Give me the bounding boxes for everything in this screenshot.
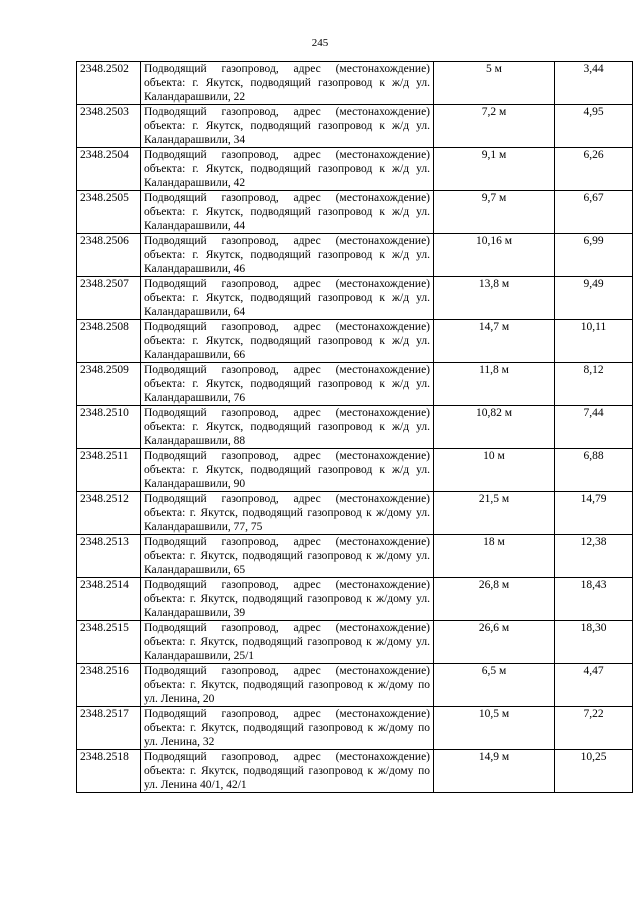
- object-code-cell: 2348.2506: [77, 234, 141, 277]
- object-description-cell: Подводящий газопровод, адрес (местонахождение) объекта: г. Якутск, подводящий газопровод к ж/д ул. Каландарашвили, 44: [141, 191, 434, 234]
- object-description-cell: Подводящий газопровод, адрес (местонахождение) объекта: г. Якутск, подводящий газопровод к ж/д ул. Каландарашвили, 88: [141, 406, 434, 449]
- table-row: [77, 535, 633, 578]
- object-length-cell: 10 м: [434, 449, 555, 492]
- object-value-cell: 14,79: [555, 492, 633, 535]
- object-description-cell: Подводящий газопровод, адрес (местонахождение) объекта: г. Якутск, подводящий газопровод к ж/дому ул. Каландарашвили, 39: [141, 578, 434, 621]
- object-length-cell: 7,2 м: [434, 105, 555, 148]
- object-length-cell: 26,8 м: [434, 578, 555, 621]
- object-value-cell: 6,88: [555, 449, 633, 492]
- object-code-cell: 2348.2512: [77, 492, 141, 535]
- object-description-cell: Подводящий газопровод, адрес (местонахождение) объекта: г. Якутск, подводящий газопровод к ж/д ул. Каландарашвили, 22: [141, 62, 434, 105]
- object-description-cell: Подводящий газопровод, адрес (местонахождение) объекта: г. Якутск, подводящий газопровод к ж/д ул. Каландарашвили, 46: [141, 234, 434, 277]
- registry-table-body: [77, 62, 633, 793]
- object-length-cell: 6,5 м: [434, 664, 555, 707]
- table-row: [77, 750, 633, 793]
- object-value-cell: 6,26: [555, 148, 633, 191]
- object-value-cell: 8,12: [555, 363, 633, 406]
- table-row: [77, 234, 633, 277]
- table-row: [77, 449, 633, 492]
- object-length-cell: 9,7 м: [434, 191, 555, 234]
- object-value-cell: 6,99: [555, 234, 633, 277]
- object-value-cell: 12,38: [555, 535, 633, 578]
- table-row: [77, 664, 633, 707]
- object-description-cell: Подводящий газопровод, адрес (местонахождение) объекта: г. Якутск, подводящий газопровод к ж/д ул. Каландарашвили, 42: [141, 148, 434, 191]
- object-code-cell: 2348.2514: [77, 578, 141, 621]
- object-description-cell: Подводящий газопровод, адрес (местонахождение) объекта: г. Якутск, подводящий газопровод к ж/дому ул. Каландарашвили, 65: [141, 535, 434, 578]
- object-code-cell: 2348.2518: [77, 750, 141, 793]
- table-row: [77, 363, 633, 406]
- table-row: [77, 492, 633, 535]
- page-number: 245: [311, 37, 329, 49]
- object-length-cell: 14,9 м: [434, 750, 555, 793]
- table-row: [77, 62, 633, 105]
- object-description-cell: Подводящий газопровод, адрес (местонахождение) объекта: г. Якутск, подводящий газопровод к ж/д ул. Каландарашвили, 76: [141, 363, 434, 406]
- registry-table: [76, 61, 633, 793]
- object-code-cell: 2348.2505: [77, 191, 141, 234]
- object-description-cell: Подводящий газопровод, адрес (местонахождение) объекта: г. Якутск, подводящий газопровод к ж/д ул. Каландарашвили, 34: [141, 105, 434, 148]
- object-length-cell: 26,6 м: [434, 621, 555, 664]
- table-row: [77, 707, 633, 750]
- object-length-cell: 9,1 м: [434, 148, 555, 191]
- object-description-cell: Подводящий газопровод, адрес (местонахождение) объекта: г. Якутск, подводящий газопровод к ж/д ул. Каландарашвили, 64: [141, 277, 434, 320]
- object-length-cell: 11,8 м: [434, 363, 555, 406]
- object-code-cell: 2348.2511: [77, 449, 141, 492]
- table-row: [77, 621, 633, 664]
- object-description-cell: Подводящий газопровод, адрес (местонахождение) объекта: г. Якутск, подводящий газопровод к ж/дому по ул. Ленина 40/1, 42/1: [141, 750, 434, 793]
- object-value-cell: 18,30: [555, 621, 633, 664]
- object-description-cell: Подводящий газопровод, адрес (местонахождение) объекта: г. Якутск, подводящий газопровод к ж/д ул. Каландарашвили, 66: [141, 320, 434, 363]
- object-value-cell: 3,44: [555, 62, 633, 105]
- object-code-cell: 2348.2515: [77, 621, 141, 664]
- object-value-cell: 9,49: [555, 277, 633, 320]
- table-row: [77, 277, 633, 320]
- object-value-cell: 18,43: [555, 578, 633, 621]
- object-value-cell: 10,25: [555, 750, 633, 793]
- object-code-cell: 2348.2508: [77, 320, 141, 363]
- object-length-cell: 5 м: [434, 62, 555, 105]
- object-value-cell: 7,44: [555, 406, 633, 449]
- object-value-cell: 10,11: [555, 320, 633, 363]
- object-length-cell: 14,7 м: [434, 320, 555, 363]
- object-description-cell: Подводящий газопровод, адрес (местонахождение) объекта: г. Якутск, подводящий газопровод к ж/дому ул. Каландарашвили, 77, 75: [141, 492, 434, 535]
- object-length-cell: 10,5 м: [434, 707, 555, 750]
- object-length-cell: 10,82 м: [434, 406, 555, 449]
- object-code-cell: 2348.2503: [77, 105, 141, 148]
- object-value-cell: 4,47: [555, 664, 633, 707]
- object-code-cell: 2348.2510: [77, 406, 141, 449]
- object-description-cell: Подводящий газопровод, адрес (местонахождение) объекта: г. Якутск, подводящий газопровод к ж/дому ул. Каландарашвили, 25/1: [141, 621, 434, 664]
- table-row: [77, 578, 633, 621]
- object-length-cell: 18 м: [434, 535, 555, 578]
- object-code-cell: 2348.2502: [77, 62, 141, 105]
- table-row: [77, 191, 633, 234]
- object-description-cell: Подводящий газопровод, адрес (местонахождение) объекта: г. Якутск, подводящий газопровод к ж/д ул. Каландарашвили, 90: [141, 449, 434, 492]
- object-description-cell: Подводящий газопровод, адрес (местонахождение) объекта: г. Якутск, подводящий газопровод к ж/дому по ул. Ленина, 32: [141, 707, 434, 750]
- table-row: [77, 406, 633, 449]
- object-code-cell: 2348.2509: [77, 363, 141, 406]
- object-length-cell: 13,8 м: [434, 277, 555, 320]
- object-value-cell: 6,67: [555, 191, 633, 234]
- object-value-cell: 4,95: [555, 105, 633, 148]
- table-row: [77, 320, 633, 363]
- object-code-cell: 2348.2507: [77, 277, 141, 320]
- object-code-cell: 2348.2513: [77, 535, 141, 578]
- object-length-cell: 21,5 м: [434, 492, 555, 535]
- object-description-cell: Подводящий газопровод, адрес (местонахождение) объекта: г. Якутск, подводящий газопровод к ж/дому по ул. Ленина, 20: [141, 664, 434, 707]
- object-code-cell: 2348.2516: [77, 664, 141, 707]
- object-value-cell: 7,22: [555, 707, 633, 750]
- table-row: [77, 105, 633, 148]
- object-code-cell: 2348.2517: [77, 707, 141, 750]
- object-length-cell: 10,16 м: [434, 234, 555, 277]
- object-code-cell: 2348.2504: [77, 148, 141, 191]
- table-row: [77, 148, 633, 191]
